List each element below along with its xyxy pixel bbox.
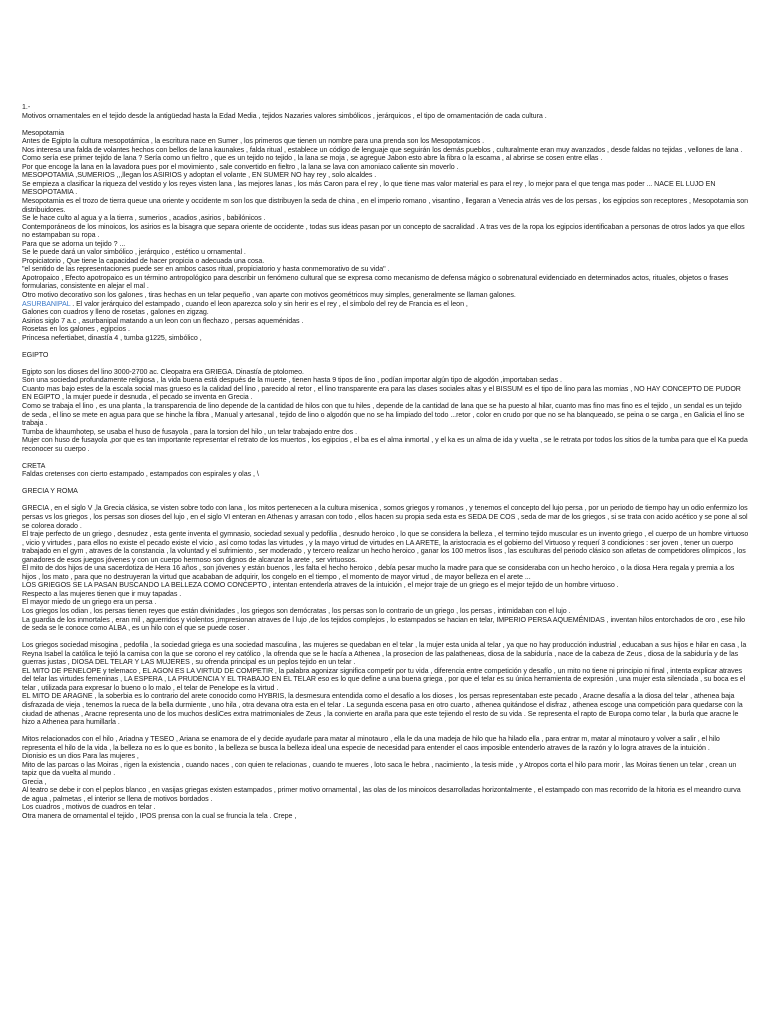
paragraph-text: Por que encoge la lana en la lavadora pues por el movimiento , sale convertido en fieltro , la lana se lava con amoniaco caliente sin moverlo . (22, 162, 459, 171)
paragraph (22, 197, 750, 214)
paragraph-text: Propiciatorio , Que tiene la capacidad de hacer propicia o adecuada una cosa. (22, 256, 265, 265)
paragraph-text: Asirios siglo 7 a.c , asurbanipal matando a un leon con un flechazo , persas aqueménidas . (22, 316, 304, 325)
paragraph-text: Para que se adorna un tejido ? ... (22, 239, 126, 248)
paragraph (22, 803, 750, 812)
paragraph (22, 470, 750, 479)
paragraph (22, 103, 750, 112)
paragraph (22, 334, 750, 343)
paragraph-text: Egipto son los dioses del lino 3000-2700 ac. Cleopatra era GRIEGA. Dinastía de ptolomeo. (22, 367, 304, 376)
paragraph-text: El mito de dos hijos de una sacerdotiza de Hera 16 años , son jóvenes y están buenos , les falta el hecho heroico , debía pesar mucho la madre para que se consideraba con un hecho heroico , o la diosa Hera regala y premia a los hijos , los mato , para que no destruyeran la virtud que acababan de adquirir, los congelo en el tiempo , el momento de mayor virtud , de mayor belleza en el arete ... (22, 564, 735, 581)
paragraph-text: LOS GRIEGOS SE LA PASAN BUSCANDO LA BELLEZA COMO CONCEPTO , intentan entenderla atraves de la intuición , el mejor traje de un griego es el mejor tejido de un hombre virtuoso . (22, 581, 619, 590)
paragraph-text: Los griegos sociedad misogina , pedofila , la sociedad griega es una sociedad masculina , las mujeres se quedaban en el telar , la mujer esta unida al telar , ya que no hay producción industrial , educaban a sus hijos e hilar en casa , la Reyna Isabel la católica le tejió la camisa con la que se corono el rey católico , la ofrenda que se le hacía a Athenea , la prosecion de las palatheneas, diosa de la sabiduría , nace de la cabeza de Zeus , diosa de la sabiduría y de las guerras justas , DIOSA DEL TELAR Y LAS MUJERES , su ofrenda principal es un peplos tejido en un telar . (22, 641, 747, 667)
paragraph-text: EGIPTO (22, 350, 49, 359)
paragraph-text: Cuanto mas bajo estes de la escala social mas grueso es la calidad del lino , parecido al retor , el lino transparente era para las clases sociales altas y el BISSUM es el tipo de lino para las momias , NO HAY CONCEPTO DE PUDOR EN EGIPTO , la mujer puede ir desnuda , el pecado se inventa en Grecia . (22, 384, 741, 402)
paragraph (22, 265, 750, 274)
paragraph-text: Como se trabaja el lino , es una planta , la transparencia de lino depende de la cantidad de hilos con que tu hiles , depende de la cantidad de lana que se ha puesto al hilar, cuanto mas fino mas fino es el tejido , un sendal es un tejido de seda , el lino se mete en agua para que se hinche la fibra , Manual y artesanal , tejido de lino o algodón que no se ha limpiado del todo ...retor , color en crudo por que no se ha blanqueado, se peina o se carga , en Galicia el lino se trabaja . (22, 402, 745, 428)
paragraph (22, 590, 750, 599)
paragraph (22, 163, 750, 172)
paragraph-text: GRECIA Y ROMA (22, 487, 78, 496)
paragraph (22, 786, 750, 803)
paragraph (22, 248, 750, 257)
inline-link[interactable]: ASURBANIPAL (22, 299, 71, 308)
paragraph (22, 667, 750, 693)
paragraph (22, 598, 750, 607)
paragraph (22, 368, 750, 377)
paragraph (22, 564, 750, 581)
paragraph (22, 171, 750, 180)
paragraph-text: . El valor jerárquico del estampado , cuando el leon aparezca solo y sin herir es el rey , el símbolo del rey de Francia es el leon , (70, 299, 468, 308)
paragraph-text: Respecto a las mujeres tienen que ir muy tapadas . (22, 589, 182, 598)
paragraph (22, 487, 750, 496)
paragraph-text: Mitos relacionados con el hilo , Ariadna y TESEO , Ariana se enamora de el y decide ayudarle para matar al minotauro , ella le da una madeja de hilo que ha hilado ella , para entrar m, matar al minotauro y volver a salir , el hilo representa el hilo de la vida , la belleza no es lo que es bonito , la belleza se busca la belleza ideal una especie de necesidad para entender el caos imposible entenderlo atraves de la razón y lo logra atraves de la intuición . (22, 735, 720, 752)
paragraph-text: Nos interesa una falda de volantes hechos con bellos de lana kaunakes , falda ritual , establece un código de lenguaje que seguirán los demás pueblos , culturalmente eran muy avanzados , desde faldas no tejidas , vellones de lana . (22, 145, 743, 154)
paragraph-text: GRECIA , en el siglo V ,la Grecia clásica, se visten sobre todo con lana , los mitos pertenecen a la cultura misenica , somos griegos y romanos , y tenemos el concepto del lujo persa , por un periodo de tiempo hay un odio enfermizo los persas vs los griegos , los persas son dioses del lujo , en el siglo VI enteran en Athenas y arrasan con todo , ellos hacen su propia seda esta es SEDA DE COS , seda de mar de los griegos , si se trata con acido acético y se pone al sol se colorea dorado . (22, 504, 748, 530)
document-body (22, 103, 750, 821)
paragraph (22, 146, 750, 155)
paragraph-text: EL MITO DE PENELOPE y telemaco , EL AGON ES LA VIRTUD DE COMPETIR , la palabra agonizar significa competir por tu vida , diferencia entre competición y desafío , un mito no tiene ni principio ni final , intenta explicar atraves del telar las virtudes femeninas , LA ESPERA , LA PRUDENCIA Y EL TRABAJO EN EL TELAR eso es lo que define a una buena griega , por que el telar es su única herramienta de expresión , una mujer esta silenciada , su boca es el telar , utilizada para expresar lo bueno o lo malo , el telar de Penelope es la virtud . (22, 666, 746, 692)
paragraph-text: Galones con cuadros y lleno de rosetas , galones en zigzag. (22, 308, 209, 317)
paragraph-text: Mesopotamia es el trozo de tierra queue una oriente y occidente m son los que distribuyen la seda de china , en el imperio romano , visantino , llegaran a Venecia atrás ves de los persas , los egipcios son receptores , Mesopotamia son distribuidores. (22, 196, 749, 214)
paragraph-text: Se le hace culto al agua y a la tierra , sumerios , acadios ,asirios , babilónicos . (22, 214, 266, 223)
paragraph-text: Otro motivo decorativo son los galones , tiras hechas en un telar pequeño , van aparte con motivos geométricos muy simples, generalmente se llaman galones. (22, 290, 516, 299)
paragraph (22, 317, 750, 326)
paragraph-spacer (22, 342, 750, 351)
paragraph-text: Otra manera de ornamental el tejido , IPOS prensa con la cual se fruncia la tela . Crepe , (22, 812, 297, 821)
paragraph (22, 812, 750, 821)
paragraph-text: Los griegos los odian , los persas tienen reyes que están divinidades , los griegos son demócratas , los persas son lo contrario de un griego , los persas , intimidaban con el lujo . (22, 606, 571, 615)
paragraph (22, 214, 750, 223)
paragraph-text: Tumba de khaumhotep, se usaba el huso de fusayola , para la torsion del hilo , un telar trabajado entre dos . (22, 427, 358, 436)
paragraph (22, 462, 750, 471)
paragraph (22, 752, 750, 761)
paragraph (22, 530, 750, 564)
paragraph (22, 308, 750, 317)
paragraph (22, 154, 750, 163)
paragraph (22, 325, 750, 334)
paragraph-text: El traje perfecto de un griego , desnudez , esta gente inventa el gymnasio, sociedad sexual y pedofilia , desnudo heroico , lo que se considera la belleza , el termino tejido muscular es un invento griego , el cuerpo de un hombre virtuoso , vicio y virtudes , para ellos no existe el pecado existe el vicio , así como todas las virtudes , y la mayo virtud de virtudes en LA ARETE, la aristocracia es el gobierno del Virtuoso y requerí 3 condiciones : ser joven , tener un cuerpo trabajado en el gym , atraves de la constancia , la voluntad y el sufrimiento , ser moderado , y tercero realizar un hecho heroico , ganar los 100 metros lisos , las esculturas del periodo clásico son atletas de competidores olímpicos , los ganadores de esos juegos jóvenes y con un cuerpo hermoso son dignos de alcanzar la arete , ser virtuosos. (22, 530, 749, 564)
paragraph-text: Rosetas en los galones , egipcios . (22, 325, 130, 334)
paragraph-spacer (22, 479, 750, 488)
paragraph-text: Motivos ornamentales en el tejido desde la antigüedad hasta la Edad Media , tejidos Nazaries valores simbólicos , jerárquicos , el tipo de ornamentación de cada cultura . (22, 111, 547, 120)
paragraph (22, 692, 750, 726)
paragraph (22, 735, 750, 752)
paragraph-text: Princesa nefertiabet, dinastía 4 , tumba g1225, simbólico , (22, 333, 202, 342)
paragraph-text: El mayor miedo de un griego era un persa . (22, 598, 157, 607)
paragraph-spacer (22, 496, 750, 505)
paragraph-text: Contemporáneos de los minoicos, los asirios es la bisagra que separa oriente de occidente , todas sus ideas pasan por un concepto de sacralidad . A tras ves de la ropa los egipcios identificaban a personas de otros lados ya que ellos no estampaban su ropa . (22, 222, 745, 240)
paragraph (22, 180, 750, 197)
paragraph (22, 137, 750, 146)
paragraph-text: 1.- (22, 103, 31, 111)
paragraph (22, 778, 750, 787)
paragraph-text: La guardia de los inmortales , eran mil , aguerridos y violentos ,impresionan atraves de l lujo ,de los tejidos complejos , lo estampados se hacian en telar, IMPERIO PERSA AQUEMÉNIDAS , inventan hilos entorchados de oro , ese hilo de seda se le conoce como ALBA , es un hilo con el que se puede coser . (22, 615, 746, 633)
paragraph (22, 112, 750, 121)
paragraph-text: Se le puede dará un valor simbólico , jerárquico , estético u ornamental . (22, 248, 246, 257)
paragraph (22, 428, 750, 437)
paragraph-text: Mujer con huso de fusayola ,por que es tan importante representar el retrato de los muertos , los egipcios , el ba es el alma inmortal , y el ka es un alma de ida y vuelta , se le retrata por todos los sitios de la tumba para que el Ka pueda reconocer su cuerpo . (22, 436, 748, 453)
paragraph (22, 240, 750, 249)
paragraph (22, 607, 750, 616)
paragraph (22, 436, 750, 453)
paragraph-text: Faldas cretenses con cierto estampado , estampados con espirales y olas , \ (22, 470, 259, 479)
paragraph (22, 291, 750, 300)
paragraph-text: Dionisio es un dios Para las mujeres , (22, 752, 139, 761)
paragraph-text: Mesopotamia (22, 128, 65, 137)
paragraph-text: Antes de Egipto la cultura mesopotámica , la escritura nace en Sumer , los primeros que tienen un nombre para una prenda son los Mesopotamicos . (22, 137, 485, 146)
paragraph-text: MESOPOTAMIA ,SUMERIOS ,,,llegan los ASIRIOS y adoptan el volante , EN SUMER NO hay rey , solo alcaldes . (22, 171, 377, 180)
paragraph-text: Los cuadros , motivos de cuadros en telar . (22, 803, 156, 812)
paragraph (22, 504, 750, 530)
paragraph (22, 351, 750, 360)
paragraph-text: CRETA (22, 461, 46, 470)
paragraph-spacer (22, 727, 750, 736)
paragraph (22, 385, 750, 402)
paragraph (22, 641, 750, 667)
paragraph (22, 761, 750, 778)
paragraph (22, 581, 750, 590)
paragraph (22, 300, 750, 309)
paragraph (22, 376, 750, 385)
paragraph-text: Grecia , (22, 777, 47, 786)
paragraph (22, 257, 750, 266)
paragraph (22, 223, 750, 240)
paragraph-text: Mito de las parcas o las Moiras , rigen la existencia , cuando naces , con quien te relacionas , cuando te mueres , loto saca le hebra , nacimiento , la tesis mide , y Atropos corta el hilo para morir , las Moiras tienen un telar , crean un tapiz que da vuelta al mundo . (22, 760, 737, 778)
paragraph-text: Apotropaico , Efecto apotropaico es un término antropológico para describir un fenómeno cultural que se expresa como mecanismo de defensa mágico o sobrenatural evidenciado en determinados actos, rituales, objetos o frases formularias, consistente en alejar el mal . (22, 273, 729, 291)
paragraph-spacer (22, 633, 750, 642)
paragraph-spacer (22, 453, 750, 462)
paragraph (22, 616, 750, 633)
paragraph (22, 402, 750, 428)
paragraph-text: "el sentido de las representaciones puede ser en ambos casos ritual, propiciatorio y hasta conmemorativo de su vida" . (22, 265, 390, 274)
paragraph (22, 274, 750, 291)
paragraph-text: Al teatro se debe ir con el peplos blanco , en vasijas griegas existen estampados , primer motivo ornamental , las olas de los minoicos desarrolladas horizontalmente , el estampado con mas recorrido de la hitoria es el meandro curva de agua , palmetas , el interior se llena de motivos bordados . (22, 786, 741, 803)
paragraph-spacer (22, 359, 750, 368)
paragraph-spacer (22, 120, 750, 129)
paragraph-text: Como sería ese primer tejido de lana ? Sería como un fieltro , que es un tejido no tejido , la lana se moja , se agregue Jabon esto abre la fibra o la escama , al abrirse se cosen entre ellas . (22, 154, 603, 163)
paragraph (22, 129, 750, 138)
paragraph-text: Son una sociedad profundamente religiosa , la vida buena está después de la muerte , tienen hasta 9 tipos de lino , podían importar algún tipo de algodón ,importaban sedas . (22, 376, 562, 385)
paragraph-text: Se empieza a clasificar la riqueza del vestido y los reyes visten lana , las mejores lanas , los más Caron para el rey , lo que tiene mas valor material es para el rey , lo mejor para el que tenga mas poder ... NACE EL LUJO EN MESOPOTAMIA . (22, 179, 716, 197)
paragraph-text: EL MITO DE ARAGNE , la soberbia es lo contrario del arete conocido como HYBRIS, la desmesura entendida como el desafío a los dioses , los persas representaban este pecado , Aracne desafía a la diosa del telar , athenea baja disfrazada de vieja , tenemos la rueca de la bella durmiente , uno hila , otra devana otra esta en el telar . La segunda escena pasa en otro cuarto , athenea quitándose el disfraz , athenea escoge una competición para quedarse con la ciudad de athenas , Aracne representa uno de los muchos desliCes extra matrimoniales de Zeus , la convierte en araña para que este tejiendo el resto de su vida . Se representa el rapto de Europa como telar , la burla que aracne le hizo a Athenea para humillarla . (22, 692, 743, 727)
